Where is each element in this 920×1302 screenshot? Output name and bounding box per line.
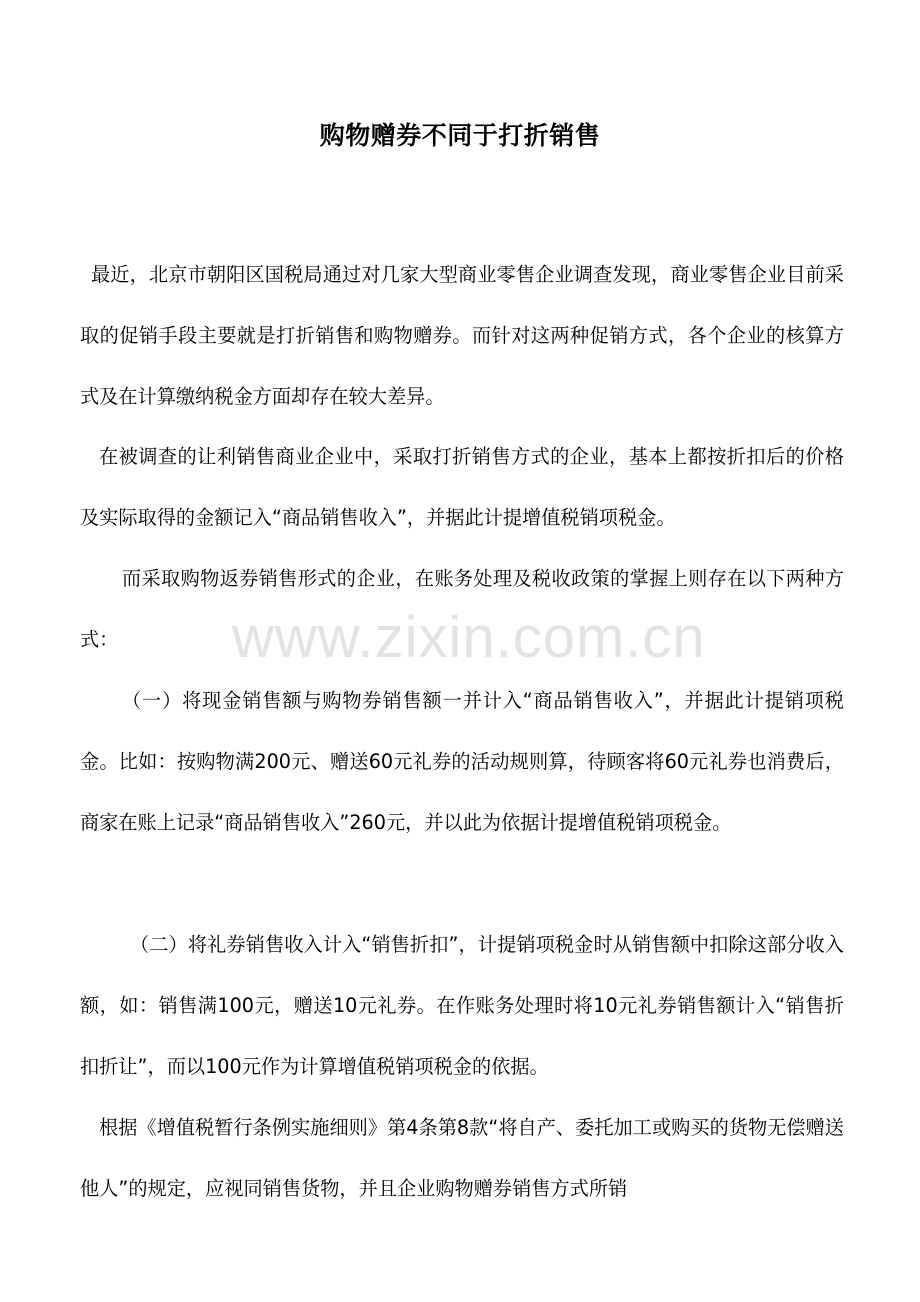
paragraph-6: 根据《增值税暂行条例实施细则》第4条第8款“将自产、委托加工或购买的货物无偿赠送他人”的规定，应视同销售货物，并且企业购物赠券销售方式所销 (80, 1116, 844, 1200)
watermark: www.zixin.com.cn (232, 605, 706, 670)
document-title: 购物赠券不同于打折销售 (319, 121, 601, 150)
paragraph-3: 而采取购物返券销售形式的企业，在账务处理及税收政策的掌握上则存在以下两种方式： (80, 567, 844, 651)
paragraph-5: （二）将礼券销售收入计入“销售折扣”，计提销项税金时从销售额中扣除这部分收入额，如：销售满100元，赠送10元礼券。在作账务处理时将10元礼券销售额计入“销售折扣折让”，而以100元作为计算增值税销项税金的依据。 (80, 933, 844, 1078)
paragraph-4: （一）将现金销售额与购物券销售额一并计入“商品销售收入”，并据此计提销项税金。比如：按购物满200元、赠送60元礼券的活动规则算，待顾客将60元礼券也消费后，商家在账上记录“商品销售收入”260元，并以此为依据计提增值税销项税金。 (80, 689, 844, 834)
paragraph-1: 最近，北京市朝阳区国税局通过对几家大型商业零售企业调查发现，商业零售企业目前采取的促销手段主要就是打折销售和购物赠券。而针对这两种促销方式，各个企业的核算方式及在计算缴纳税金方面却存在较大差异。 (80, 263, 844, 408)
paragraph-2: 在被调查的让利销售商业企业中，采取打折销售方式的企业，基本上都按折扣后的价格及实际取得的金额记入“商品销售收入”，并据此计提增值税销项税金。 (80, 445, 844, 529)
